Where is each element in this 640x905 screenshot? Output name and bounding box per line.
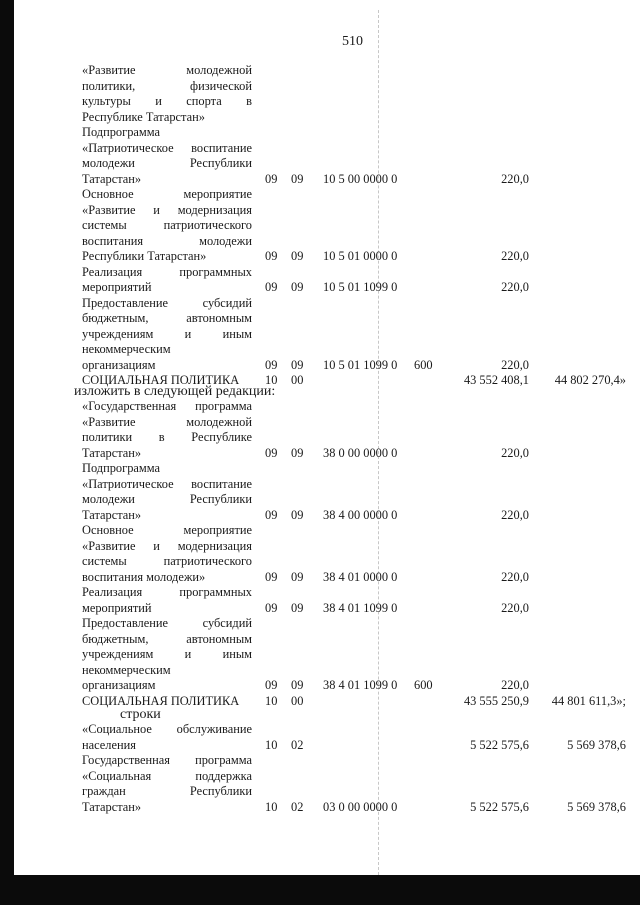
amount-year-1: 220,0 xyxy=(501,280,529,294)
expense-type-code: 600 xyxy=(414,678,433,692)
target-article-code: 10 5 01 0000 0 xyxy=(323,249,398,263)
row-name xyxy=(82,461,252,523)
target-article-code: 38 4 00 0000 0 xyxy=(323,507,398,522)
row-name-line: «Патриотическое воспитание xyxy=(82,476,252,491)
row-name-line: «Развитие молодежной xyxy=(82,414,252,429)
subsection-code: 09 xyxy=(291,445,304,460)
section-code: 10 xyxy=(265,373,278,387)
row-name xyxy=(82,399,252,461)
row-name-line: организациям xyxy=(82,357,156,372)
row-name-line: «Развитие и модернизация xyxy=(82,202,252,217)
section-code: 09 xyxy=(265,445,278,460)
subsection-code: 09 xyxy=(291,678,304,692)
row-name-line: мероприятий xyxy=(82,600,152,615)
amount-year-1: 220,0 xyxy=(501,678,529,692)
section-code: 10 xyxy=(265,693,278,708)
section-code: 09 xyxy=(265,507,278,522)
subsection-code: 09 xyxy=(291,569,304,584)
target-article-code: 38 4 01 0000 0 xyxy=(323,569,398,584)
row-name-line: бюджетным, автономным xyxy=(82,631,252,646)
row-name-line: «Социальное обслуживание xyxy=(82,722,252,736)
row-name xyxy=(82,265,252,296)
rows-intro-heading: строки xyxy=(120,707,161,722)
section-code: 09 xyxy=(265,600,278,615)
subsection-code: 09 xyxy=(291,280,304,294)
section-code: 09 xyxy=(265,171,278,186)
row-name-line: Подпрограмма xyxy=(82,461,160,475)
amount-year-1: 43 555 250,9 xyxy=(463,693,529,708)
section-code: 09 xyxy=(265,280,278,294)
subsection-code: 09 xyxy=(291,600,304,615)
row-name xyxy=(82,63,252,125)
page-number: 510 xyxy=(342,34,363,49)
subsection-code: 00 xyxy=(291,373,304,387)
amount-year-1: 43 552 408,1 xyxy=(463,373,529,387)
row-name xyxy=(82,187,252,265)
row-name-line: Государственная программа xyxy=(82,753,252,767)
row-name-line: «Патриотическое воспитание xyxy=(82,140,252,155)
row-name-line: организациям xyxy=(82,678,156,692)
row-name-line: Республики Татарстан» xyxy=(82,249,207,263)
row-name-line: учреждениям и иным xyxy=(82,326,252,341)
row-name-line: Основное мероприятие xyxy=(82,187,252,201)
row-name-line: Предоставление субсидий xyxy=(82,616,252,630)
row-name xyxy=(82,585,252,616)
row-name xyxy=(82,616,252,694)
row-name-line: СОЦИАЛЬНАЯ ПОЛИТИКА xyxy=(82,693,240,708)
amount-year-1: 5 522 575,6 xyxy=(470,737,529,752)
target-article-code: 10 5 00 0000 0 xyxy=(323,171,398,186)
subsection-code: 09 xyxy=(291,171,304,186)
row-name-line: бюджетным, автономным xyxy=(82,311,252,325)
amount-year-2: 44 801 611,3»; xyxy=(551,693,626,708)
row-name xyxy=(82,125,252,187)
row-name xyxy=(82,722,252,753)
row-name-line: Основное мероприятие xyxy=(82,523,252,537)
row-name-line: населения xyxy=(82,737,136,752)
target-article-code: 38 4 01 1099 0 xyxy=(323,678,398,692)
target-article-code: 10 5 01 1099 0 xyxy=(323,280,398,294)
section-code: 10 xyxy=(265,737,278,752)
row-name xyxy=(82,296,252,374)
amount-year-1: 220,0 xyxy=(501,357,529,372)
amount-year-1: 220,0 xyxy=(501,569,529,584)
amount-year-2: 5 569 378,6 xyxy=(567,737,626,752)
subsection-code: 02 xyxy=(291,799,304,814)
row-name-line: Татарстан» xyxy=(82,445,142,460)
subsection-code: 09 xyxy=(291,249,304,263)
subsection-code: 09 xyxy=(291,357,304,372)
amount-year-2: 44 802 270,4» xyxy=(554,373,626,387)
row-name-line: «Государственная программа xyxy=(82,399,252,413)
row-name-line: политики, физической xyxy=(82,78,252,93)
amount-year-1: 220,0 xyxy=(501,600,529,615)
target-article-code: 38 4 01 1099 0 xyxy=(323,600,398,615)
row-name-line: системы патриотического xyxy=(82,218,252,232)
row-name-line: политики в Республике xyxy=(82,430,252,444)
row-name-line: учреждениям и иным xyxy=(82,647,252,661)
amount-year-2: 5 569 378,6 xyxy=(567,799,626,814)
section-code: 10 xyxy=(265,799,278,814)
row-name-line: молодежи Республики xyxy=(82,156,252,170)
amount-year-1: 220,0 xyxy=(501,249,529,263)
row-name-line: Татарстан» xyxy=(82,171,142,186)
replace-intro-heading: изложить в следующей редакции: xyxy=(74,384,276,399)
row-name-line: Татарстан» xyxy=(82,507,142,522)
amount-year-1: 220,0 xyxy=(501,171,529,186)
row-name-line: «Развитие молодежной xyxy=(82,63,252,77)
row-name-line: «Развитие и модернизация xyxy=(82,538,252,553)
row-name-line: некоммерческим xyxy=(82,342,171,356)
subsection-code: 09 xyxy=(291,507,304,522)
target-article-code: 03 0 00 0000 0 xyxy=(323,799,398,814)
row-name xyxy=(82,523,252,585)
row-name-line: некоммерческим xyxy=(82,662,171,677)
section-code: 09 xyxy=(265,678,278,692)
row-name-line: культуры и спорта в xyxy=(82,94,252,108)
row-name-line: системы патриотического xyxy=(82,554,252,568)
row-name-line: «Социальная поддержка xyxy=(82,768,252,783)
row-name-line: Татарстан» xyxy=(82,799,142,814)
section-code: 09 xyxy=(265,357,278,372)
row-name-line: Республике Татарстан» xyxy=(82,109,205,124)
row-name-line: воспитания молодежи xyxy=(82,233,252,248)
row-name-line: воспитания молодежи» xyxy=(82,569,206,584)
row-name-line: мероприятий xyxy=(82,280,152,294)
target-article-code: 38 0 00 0000 0 xyxy=(323,445,398,460)
row-name-line: СОЦИАЛЬНАЯ ПОЛИТИКА xyxy=(82,373,240,387)
row-name-line: молодежи Республики xyxy=(82,492,252,506)
subsection-code: 02 xyxy=(291,737,304,752)
row-name-line: Реализация программных xyxy=(82,264,252,279)
amount-year-1: 220,0 xyxy=(501,507,529,522)
scan-edge-bottom xyxy=(0,875,640,905)
row-name xyxy=(82,694,252,710)
expense-type-code: 600 xyxy=(414,357,433,372)
amount-year-1: 220,0 xyxy=(501,445,529,460)
row-name-line: Подпрограмма xyxy=(82,125,160,139)
row-name xyxy=(82,753,252,815)
amount-year-1: 5 522 575,6 xyxy=(470,799,529,814)
section-code: 09 xyxy=(265,569,278,584)
row-name-line: Реализация программных xyxy=(82,585,252,599)
target-article-code: 10 5 01 1099 0 xyxy=(323,357,398,372)
subsection-code: 00 xyxy=(291,693,304,708)
section-code: 09 xyxy=(265,249,278,263)
row-name-line: граждан Республики xyxy=(82,784,252,798)
row-name-line: Предоставление субсидий xyxy=(82,295,252,310)
